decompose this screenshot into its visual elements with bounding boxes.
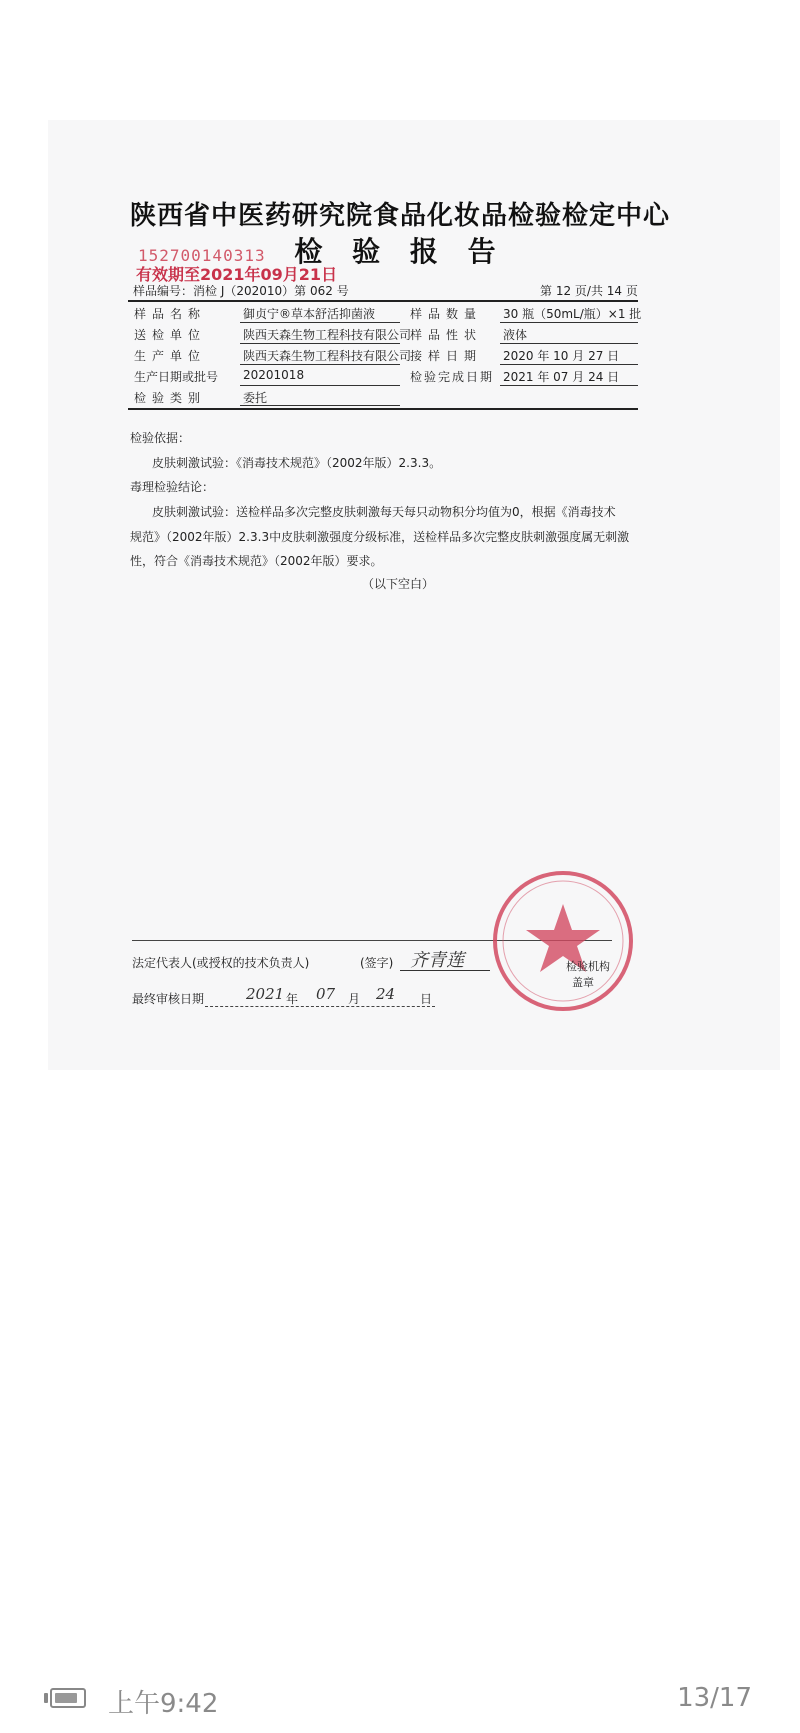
status-time: 上午9:42 <box>108 1689 219 1719</box>
month-unit: 月 <box>348 992 361 1006</box>
received-value: 2020 年 10 月 27 日 <box>503 349 620 363</box>
table-row-rule <box>500 385 638 386</box>
report-title: 检 验 报 告 <box>294 235 506 268</box>
battery-level <box>55 1693 77 1703</box>
sample-name-label: 样品名称 <box>134 307 207 321</box>
representative-label: 法定代表人(或授权的技术负责人) <box>132 956 310 970</box>
institute-title: 陕西省中医药研究院食品化妆品检验检定中心 <box>129 201 670 231</box>
completed-value: 2021 年 07 月 24 日 <box>503 370 620 384</box>
state-label: 样品性状 <box>410 328 483 342</box>
seal-label: 检验机构 <box>566 960 610 973</box>
quantity-value: 30 瓶（50mL/瓶）×1 批 <box>503 307 642 321</box>
received-label: 接样日期 <box>410 349 483 363</box>
final-day: 24 <box>376 985 396 1003</box>
sign-label: (签字) <box>360 956 394 970</box>
blank-note: （以下空白） <box>362 577 435 591</box>
completed-label: 检验完成日期 <box>410 370 495 384</box>
conclusion-line-1: 皮肤刺激试验：送检样品多次完整皮肤刺激每天每只动物积分均值为0，根据《消毒技术 <box>152 505 616 519</box>
basis-text: 皮肤刺激试验：《消毒技术规范》（2002年版）2.3.3。 <box>152 456 442 470</box>
table-top-rule <box>128 300 638 302</box>
seal-sub: 盖章 <box>572 976 594 989</box>
official-seal-icon <box>488 866 638 1016</box>
final-date-rule <box>205 1006 435 1007</box>
table-row-rule <box>500 343 638 344</box>
day-unit: 日 <box>420 992 433 1006</box>
table-row-rule <box>240 343 400 344</box>
table-bottom-rule <box>128 408 638 410</box>
category-label: 检验类别 <box>134 391 207 405</box>
final-review-label: 最终审核日期 <box>132 992 205 1006</box>
signature: 齐青莲 <box>410 950 464 971</box>
battery-tip-icon <box>44 1693 48 1703</box>
year-unit: 年 <box>286 992 299 1006</box>
producer-value: 陕西天森生物工程科技有限公司 <box>243 349 412 363</box>
table-row-rule <box>240 322 400 323</box>
table-row-rule <box>240 364 400 365</box>
table-row-rule <box>500 322 638 323</box>
conclusion-line-2: 规范》（2002年版）2.3.3中皮肤刺激强度分级标准，送检样品多次完整皮肤刺激强度属无刺激 <box>130 530 630 544</box>
producer-label: 生产单位 <box>134 349 207 363</box>
stamp-validity: 有效期至2021年09月21日 <box>136 265 338 284</box>
battery-icon <box>50 1688 86 1708</box>
batch-label: 生产日期或批号 <box>134 370 219 384</box>
sender-label: 送检单位 <box>134 328 207 342</box>
batch-value: 20201018 <box>243 368 305 382</box>
stamp-number: 152700140313 <box>138 246 266 265</box>
sample-name-value: 御贞宁®草本舒活抑菌液 <box>243 307 376 321</box>
page-indicator: 第 12 页/共 14 页 <box>540 284 638 298</box>
signature-rule <box>400 970 490 971</box>
final-month: 07 <box>316 985 336 1003</box>
table-row-rule <box>240 385 400 386</box>
category-value: 委托 <box>243 391 268 405</box>
table-row-rule <box>500 364 638 365</box>
conclusion-line-3: 性，符合《消毒技术规范》（2002年版）要求。 <box>130 554 383 568</box>
sender-value: 陕西天森生物工程科技有限公司 <box>243 328 412 342</box>
sample-number: 样品编号：消检 J（202010）第 062 号 <box>133 284 349 298</box>
final-year: 2021 <box>246 985 285 1003</box>
page-counter[interactable]: 13/17 <box>677 1683 752 1713</box>
state-value: 液体 <box>503 328 528 342</box>
basis-heading: 检验依据： <box>130 431 191 445</box>
quantity-label: 样品数量 <box>410 307 483 321</box>
conclusion-heading: 毒理检验结论： <box>130 480 215 494</box>
